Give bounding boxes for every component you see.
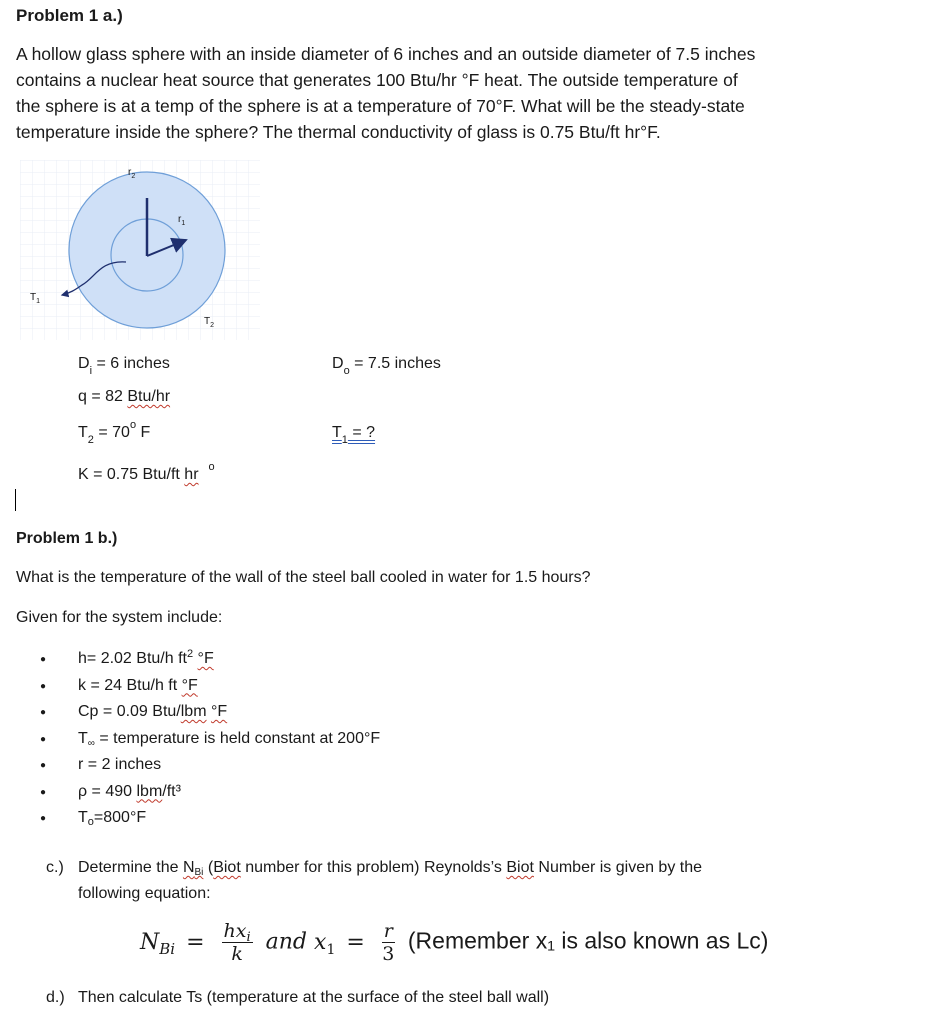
given-list [36,646,380,832]
problem-1a-heading: Problem 1 a.) [16,6,123,25]
paragraph-line: contains a nuclear heat source that generates 100 Btu/hr °F heat. The outside temperature of [16,70,738,90]
text-cursor [15,489,16,511]
list-item: ● To=800°F [36,805,380,832]
part-c-line2: following equation: [78,885,211,902]
label-r2: $r_2$ [128,167,136,180]
list-item: ● r = 2 inches [36,752,380,779]
label-t1: $T_1$ [30,292,41,305]
paragraph-line: the sphere is at a temp of the sphere is at a temperature of 70°F. What will be the steady-state [16,96,745,116]
eq-fraction-2: $\frac{r}{3}$ [382,920,395,965]
eq-lhs: $N_{Bi}$ [140,929,176,958]
list-item: ● h= 2.02 Btu/h $ft^2$ °F [36,646,380,673]
list-item: ● k = 24 Btu/h ft °F [36,673,380,700]
given-t1: $T_1$ = ? [332,424,376,446]
eq-fraction-1: $\frac{hx_i}{k}$ [223,920,251,965]
part-c-label: c.) [46,859,64,876]
part-d-text: Then calculate Ts (temperature at the surface of the steel ball wall) [78,989,550,1006]
problem-1b-question: What is the temperature of the wall of the steel ball cooled in water for 1.5 hours? [16,569,591,586]
given-di: $D_i = 6$ inches [78,355,170,377]
eq-note: (Remember x₁ is also known as Lc) [407,927,769,954]
label-r1: $r_1$ [178,214,186,227]
problem-1a-paragraph [16,41,921,145]
part-d-label: d.) [46,989,65,1006]
given-intro: Given for the system include: [16,609,223,626]
given-q: q = 82 Btu/hr [78,388,171,405]
biot-equation: $N_{Bi}$ = $\frac{hx_i}{k}$ and $x_1$ = $\frac{r}{3}$ (Remember x₁ is also known as Lc) [140,920,769,965]
sphere-diagram [20,160,260,340]
list-item: ● ρ = 490 lbm/ft³ [36,779,380,806]
part-c-line1: Determine the NBi (Biot number for this problem) Reynolds’s Biot Number is given by the [78,859,703,878]
paragraph-line: A hollow glass sphere with an inside diameter of 6 inches and an outside diameter of 7.5 inches [16,44,756,64]
given-k: K = 0.75 Btu/ft hr $^o$ [78,461,215,483]
problem-1b-heading: Problem 1 b.) [16,530,118,547]
paragraph-line: temperature inside the sphere? The thermal conductivity of glass is 0.75 Btu/ft hr°F. [16,122,661,142]
list-item: ● T∞ = temperature is held constant at 200°F [36,726,380,753]
given-do: $D_o = 7.5$ inches [332,355,441,377]
label-t2: $T_2$ [204,316,215,329]
list-item: ● Cp = 0.09 Btu/lbm °F [36,699,380,726]
given-t2: $T_2 = 70^o$ F [78,419,151,446]
